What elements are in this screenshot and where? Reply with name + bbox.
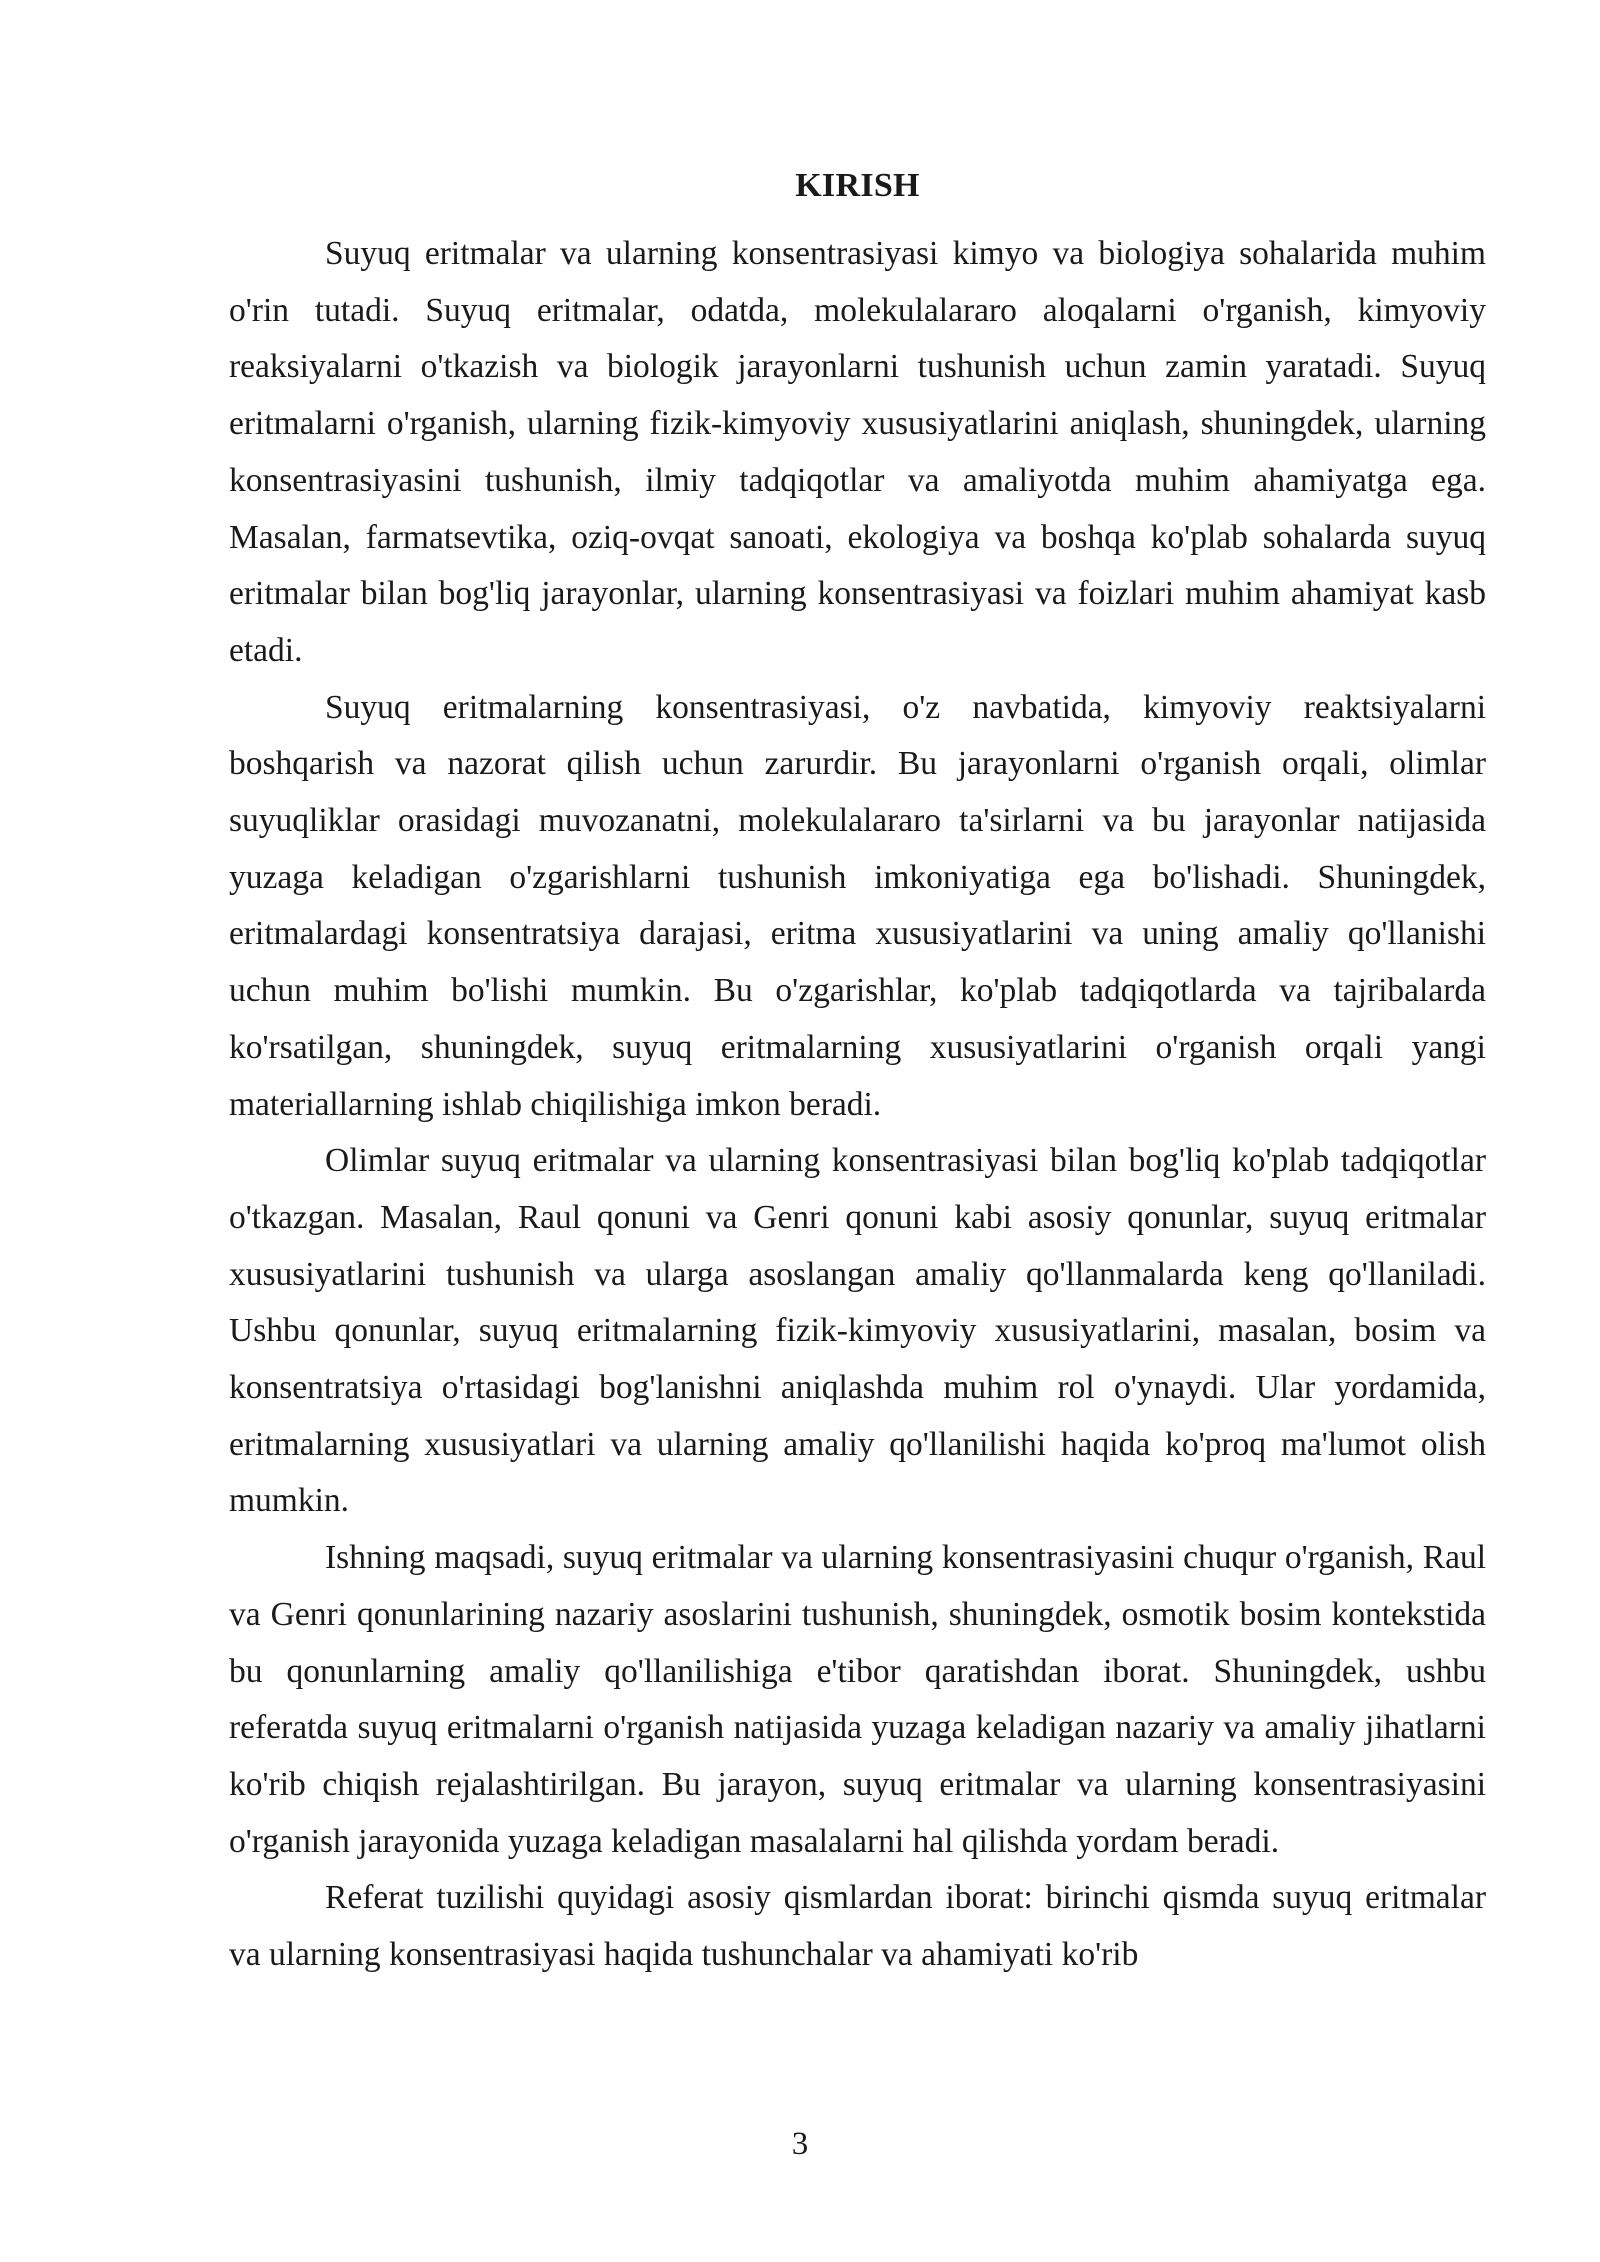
page-number: 3 [791, 2126, 809, 2162]
paragraph-1: Suyuq eritmalar va ularning konsentrasiyasi kimyo va biologiya sohalarida muhim o'rin tutadi. Suyuq eritmalar, odatda, molekulalararo aloqalarni o'rganish, kimyoviy reaksiyalarni o'tkazish va biologik jarayonlarni tushunish uchun zamin yaratadi. Suyuq eritmalarni o'rganish, ularning fizik-kimyoviy xususiyatlarini aniqlash, shuningdek, ularning konsentrasiyasini tushunish, ilmiy tadqiqotlar va amaliyotda muhim ahamiyatga ega. Masalan, farmatsevtika, oziq-ovqat sanoati, ekologiya va boshqa ko'plab sohalarda suyuq eritmalar bilan bog'liq jarayonlar, ularning konsentrasiyasi va foizlari muhim ahamiyat kasb etadi. [229, 235, 1486, 669]
page-title: KIRISH [795, 167, 920, 204]
paragraph-3: Olimlar suyuq eritmalar va ularning konsentrasiyasi bilan bog'liq ko'plab tadqiqotlar o'tkazgan. Masalan, Raul qonuni va Genri qonuni kabi asosiy qonunlar, suyuq eritmalar xususiyatlarini tushunish va ularga asoslangan amaliy qo'llanmalarda keng qo'llaniladi. Ushbu qonunlar, suyuq eritmalarning fizik-kimyoviy xususiyatlarini, masalan, bosim va konsentratsiya o'rtasidagi bog'lanishni aniqlashda muhim rol o'ynaydi. Ular yordamida, eritmalarning xususiyatlari va ularning amaliy qo'llanilishi haqida ko'proq ma'lumot olish mumkin. [229, 1142, 1486, 1520]
page-content [229, 158, 1486, 1984]
paragraph-5: Referat tuzilishi quyidagi asosiy qismlardan iborat: birinchi qismda suyuq eritmalar va ularning konsentrasiyasi haqida tushunchalar va ahamiyati ko'rib [229, 1879, 1486, 1974]
paragraph-4: Ishning maqsadi, suyuq eritmalar va ularning konsentrasiyasini chuqur o'rganish, Raul va Genri qonunlarining nazariy asoslarini tushunish, shuningdek, osmotik bosim kontekstida bu qonunlarning amaliy qo'llanilishiga e'tibor qaratishdan iborat. Shuningdek, ushbu referatda suyuq eritmalarni o'rganish natijasida yuzaga keladigan nazariy va amaliy jihatlarni ko'rib chiqish rejalashtirilgan. Bu jarayon, suyuq eritmalar va ularning konsentrasiyasini o'rganish jarayonida yuzaga keladigan masalalarni hal qilishda yordam beradi. [229, 1539, 1486, 1860]
paragraph-2: Suyuq eritmalarning konsentrasiyasi, o'z navbatida, kimyoviy reaktsiyalarni boshqarish va nazorat qilish uchun zarurdir. Bu jarayonlarni o'rganish orqali, olimlar suyuqliklar orasidagi muvozanatni, molekulalararo ta'sirlarni va bu jarayonlar natijasida yuzaga keladigan o'zgarishlarni tushunish imkoniyatiga ega bo'lishadi. Shuningdek, eritmalardagi konsentratsiya darajasi, eritma xususiyatlarini va uning amaliy qo'llanishi uchun muhim bo'lishi mumkin. Bu o'zgarishlar, ko'plab tadqiqotlarda va tajribalarda ko'rsatilgan, shuningdek, suyuq eritmalarning xususiyatlarini o'rganish orqali yangi materiallarning ishlab chiqilishiga imkon beradi. [229, 688, 1486, 1123]
